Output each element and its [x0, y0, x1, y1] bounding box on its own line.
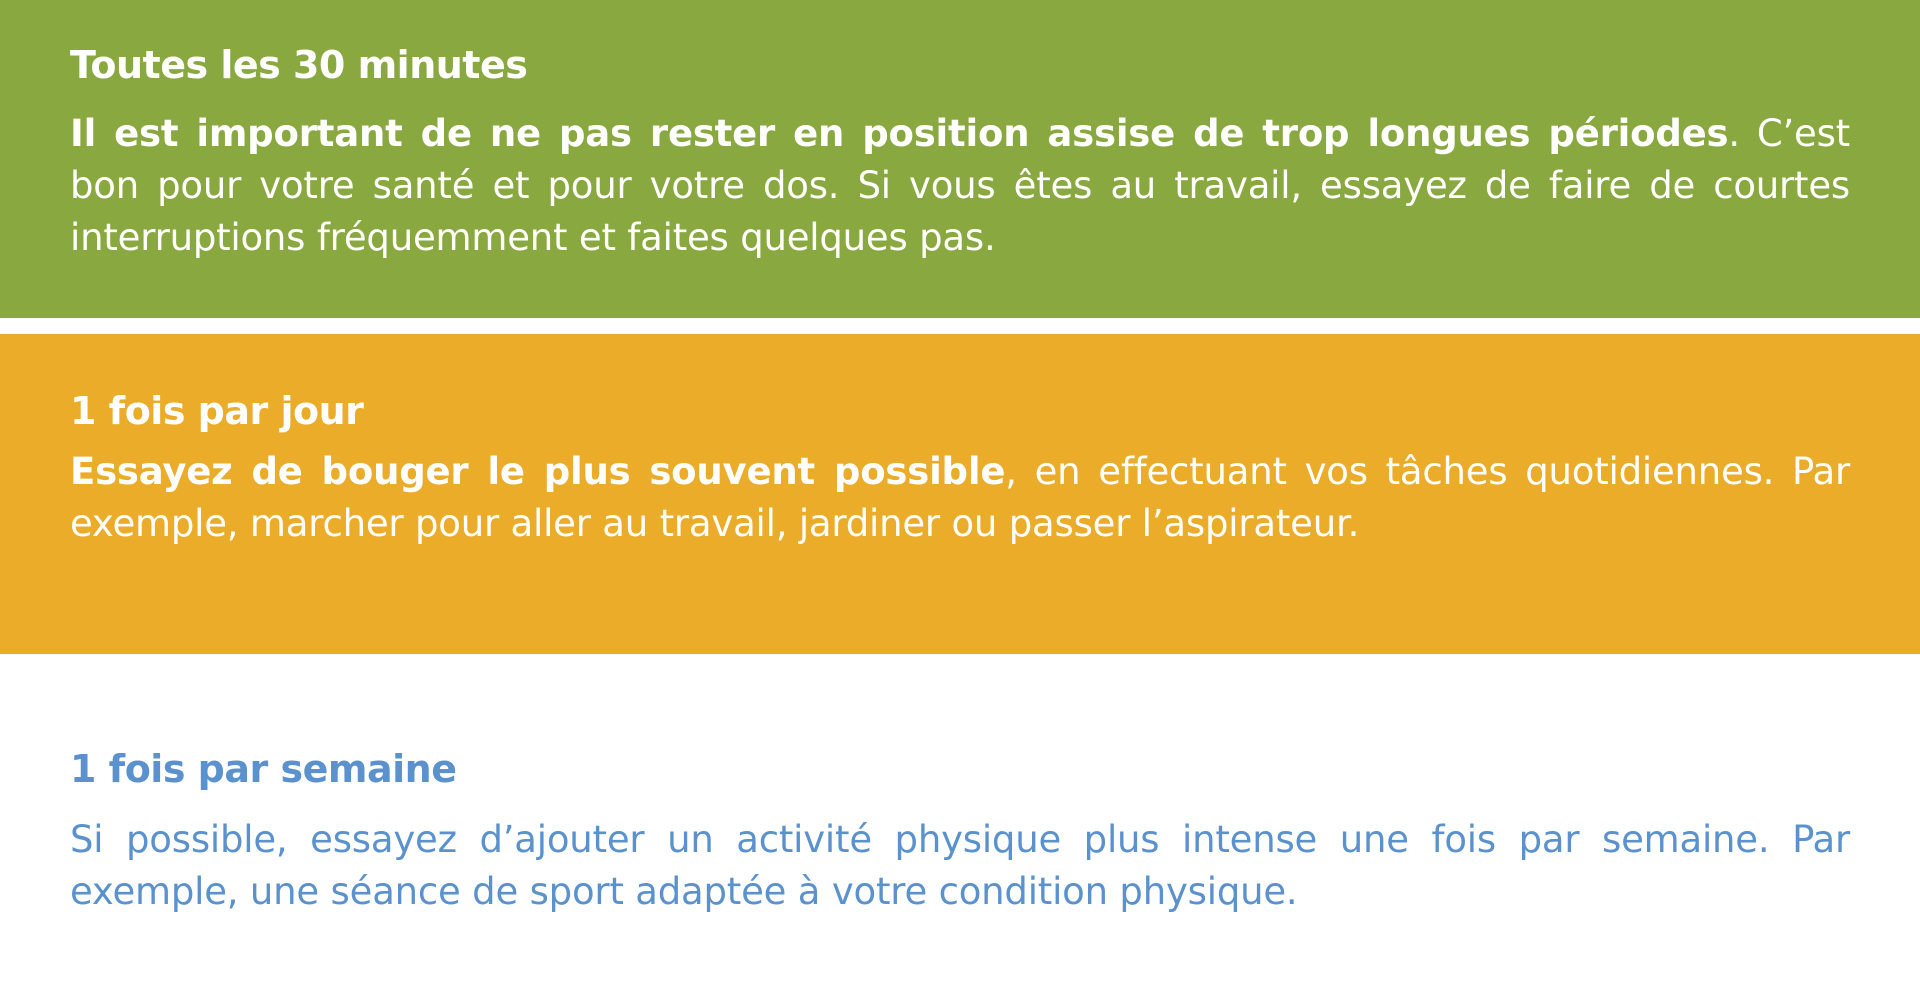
- section-body-text: Si possible, essayez d’ajouter un activité physique plus intense une fois par semaine. Par exemple, une séance de sport adaptée à votre condition physique.: [70, 818, 1850, 913]
- section-every-30-minutes: [0, 0, 1920, 318]
- section-once-per-day: [0, 334, 1920, 654]
- section-title: 1 fois par jour: [70, 389, 364, 433]
- section-lead-text: Il est important de ne pas rester en position assise de trop longues périodes: [70, 112, 1729, 155]
- section-lead-text: Essayez de bouger le plus souvent possible: [70, 450, 1006, 493]
- section-once-per-week: [0, 654, 1920, 988]
- section-body: [70, 446, 1850, 550]
- section-body: [70, 108, 1850, 264]
- section-body-text: , en effectuant vos tâches quotidiennes. Par exemple, marcher pour aller au travail, jardiner ou passer l’aspirateur.: [70, 450, 1850, 545]
- section-title: Toutes les 30 minutes: [70, 43, 528, 87]
- section-body-text: . C’est bon pour votre santé et pour votre dos. Si vous êtes au travail, essayez de faire de courtes interruptions fréquemment et faites quelques pas.: [70, 112, 1850, 259]
- section-body: [70, 814, 1850, 918]
- section-title: 1 fois par semaine: [70, 747, 457, 791]
